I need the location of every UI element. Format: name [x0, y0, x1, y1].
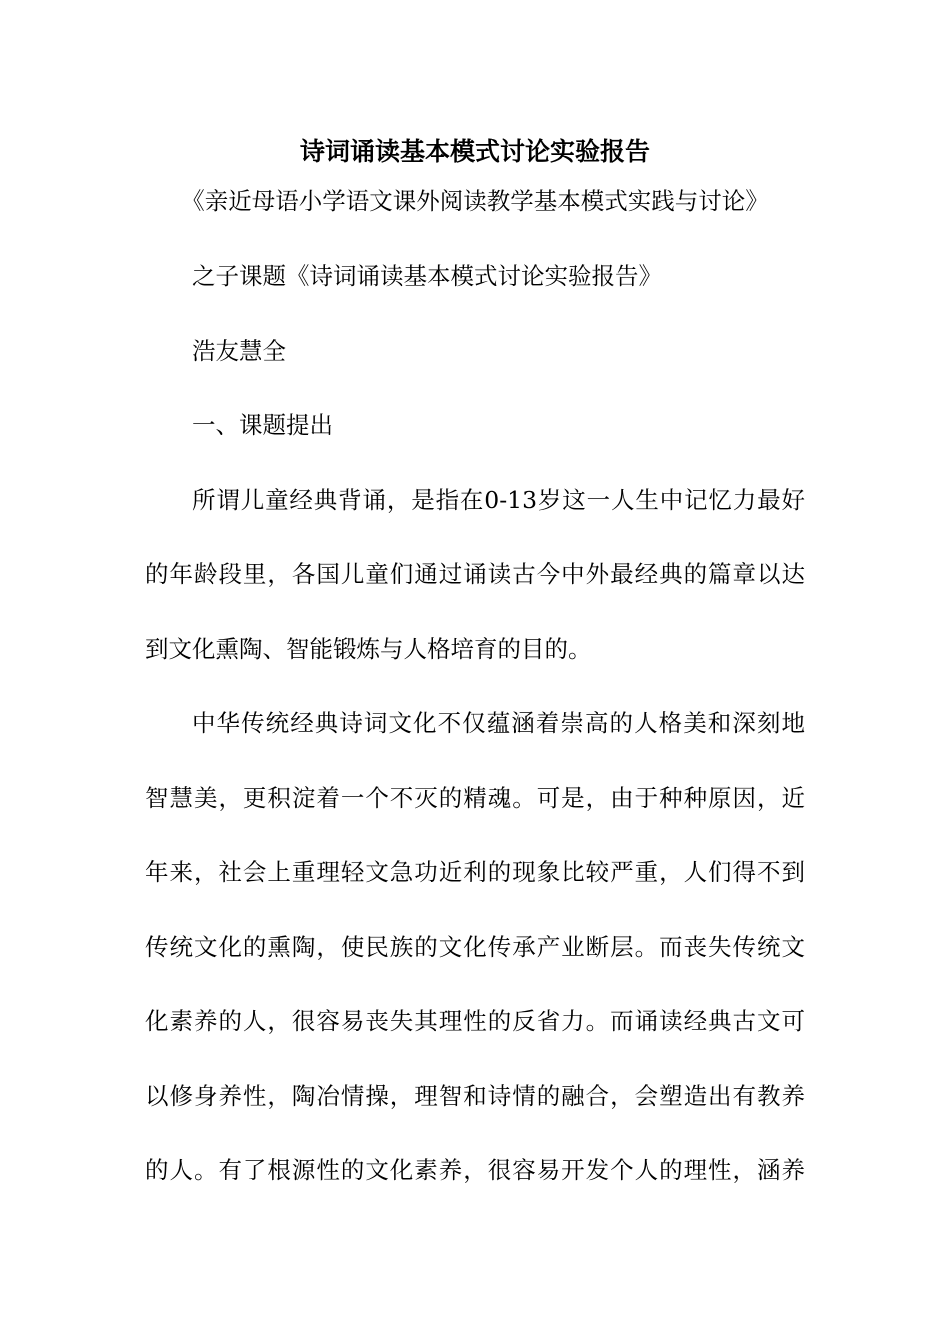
- paragraph-line: 中华传统经典诗词文化不仅蕴涵着崇高的人格美和深刻地: [192, 709, 805, 737]
- document-title: 诗词诵读基本模式讨论实验报告: [299, 137, 650, 166]
- section-heading: 一、课题提出: [192, 411, 333, 439]
- document-subtitle: 《亲近母语小学语文课外阅读教学基本模式实践与讨论》: [181, 187, 769, 215]
- paragraph-line: 到文化熏陶、智能锻炼与人格培育的目的。: [145, 635, 592, 663]
- paragraph-line: 年来，社会上重理轻文急功近利的现象比较严重，人们得不到: [145, 858, 805, 886]
- subtopic-line: 之子课题《诗词诵读基本模式讨论实验报告》: [192, 262, 662, 290]
- paragraph-line: 化素养的人，很容易丧失其理性的反省力。而诵读经典古文可: [145, 1007, 805, 1035]
- paragraph-line: 智慧美，更积淀着一个不灭的精魂。可是，由于种种原因，近: [145, 784, 805, 812]
- paragraph-line: 的年龄段里，各国儿童们通过诵读古今中外最经典的篇章以达: [145, 560, 805, 588]
- author-line: 浩友慧全: [192, 337, 286, 365]
- paragraph-line: 传统文化的熏陶，使民族的文化传承产业断层。而丧失传统文: [145, 933, 805, 961]
- paragraph-line: 所谓儿童经典背诵，是指在0-13岁这一人生中记忆力最好: [192, 486, 805, 514]
- paragraph-line: 的人。有了根源性的文化素养，很容易开发个人的理性，涵养: [145, 1156, 805, 1184]
- paragraph-line: 以修身养性，陶冶情操，理智和诗情的融合，会塑造出有教养: [145, 1082, 805, 1110]
